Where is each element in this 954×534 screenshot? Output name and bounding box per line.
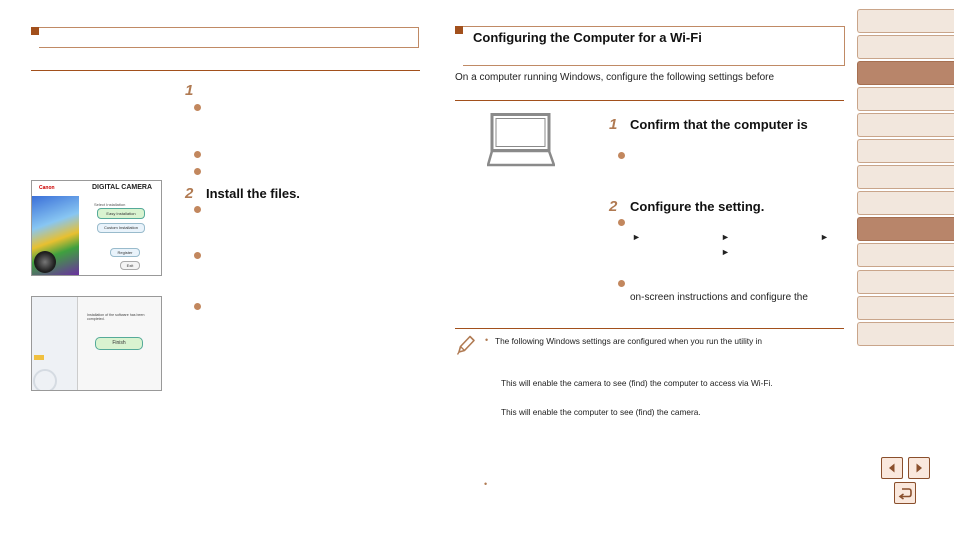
install-complete-message: Installation of the software has been completed. (87, 313, 145, 321)
bullet (618, 219, 625, 226)
arrow-icon: ► (820, 232, 829, 242)
installer-screenshot (31, 180, 162, 276)
step-number: 2 (609, 198, 618, 215)
bullet (618, 152, 625, 159)
finish-button[interactable]: Finish (95, 337, 143, 350)
canon-logo: Canon (39, 185, 55, 191)
step2-text: on-screen instructions and configure the (630, 292, 808, 303)
bullet (194, 206, 201, 213)
note-text: The following Windows settings are configured when you run the utility in (495, 336, 763, 346)
nav-tab-active[interactable] (857, 61, 954, 85)
nav-tab[interactable] (857, 165, 954, 189)
step-title: Confirm that the computer is (630, 117, 808, 132)
section-marker (455, 26, 463, 34)
nav-tab[interactable] (857, 139, 954, 163)
bullet (194, 151, 201, 158)
nav-tab[interactable] (857, 35, 954, 59)
previous-page-button[interactable] (881, 457, 903, 479)
arrow-icon: ► (632, 232, 641, 242)
custom-install-button[interactable]: Custom Installation (97, 223, 145, 233)
note-bullet: • (485, 335, 489, 345)
step-number: 1 (609, 116, 618, 133)
finish-screenshot (31, 296, 162, 391)
laptop-icon (487, 113, 555, 167)
nav-tab[interactable] (857, 9, 954, 33)
register-button[interactable]: Register (110, 248, 140, 257)
nav-tab[interactable] (857, 113, 954, 137)
return-icon (898, 486, 912, 500)
section-title: Configuring the Computer for a Wi-Fi (473, 30, 702, 45)
note-text-2: This will enable the camera to see (find) the computer to access via Wi-Fi. (501, 378, 773, 388)
note-bullet: • (484, 479, 488, 489)
product-title: DIGITAL CAMERA (92, 184, 153, 191)
sidebar-active-step (34, 355, 44, 360)
bullet (194, 303, 201, 310)
section-header-bar (39, 27, 419, 48)
section-divider (31, 70, 420, 71)
nav-tab[interactable] (857, 87, 954, 111)
exit-button[interactable]: Exit (120, 261, 140, 270)
step-number: 1 (185, 82, 194, 99)
step-number: 2 (185, 185, 194, 202)
nav-tab[interactable] (857, 296, 954, 320)
arrow-right-icon (913, 462, 925, 474)
next-page-button[interactable] (908, 457, 930, 479)
arrow-icon: ► (721, 232, 730, 242)
nav-tab[interactable] (857, 243, 954, 267)
section-marker (31, 27, 39, 35)
bullet (194, 168, 201, 175)
step-title: Configure the setting. (630, 199, 765, 214)
bullet (618, 280, 625, 287)
pencil-icon (456, 334, 476, 356)
sidebar-circle (33, 369, 57, 391)
note-divider (455, 328, 844, 329)
nav-tab[interactable] (857, 191, 954, 215)
nav-tab-active[interactable] (857, 217, 954, 241)
step-title: Install the files. (206, 186, 300, 201)
arrow-left-icon (886, 462, 898, 474)
option-label: Select Installation (94, 202, 126, 207)
bullet (194, 252, 201, 259)
return-button[interactable] (894, 482, 916, 504)
lens-graphic (34, 251, 56, 273)
arrow-icon: ► (721, 247, 730, 257)
intro-text: On a computer running Windows, configure the following settings before (455, 72, 775, 83)
nav-tab[interactable] (857, 322, 954, 346)
note-text-3: This will enable the computer to see (find) the camera. (501, 407, 701, 417)
section-divider (455, 100, 844, 101)
easy-install-button[interactable]: Easy Installation (97, 208, 145, 219)
bullet (194, 104, 201, 111)
nav-tab[interactable] (857, 270, 954, 294)
